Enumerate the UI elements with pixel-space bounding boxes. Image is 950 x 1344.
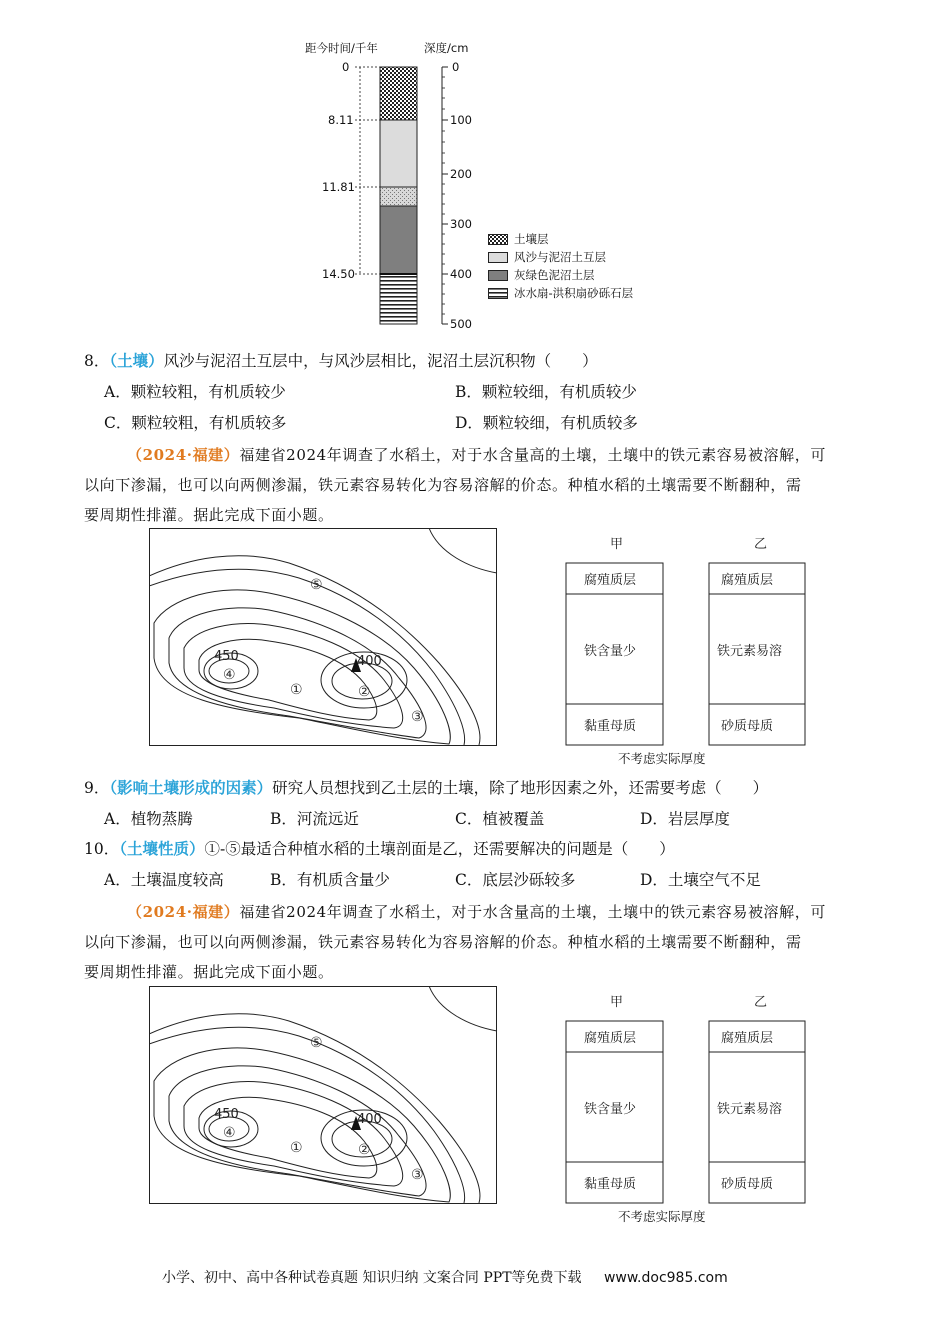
figure-group-2 bbox=[149, 986, 849, 1204]
time-tick: 14.50 bbox=[322, 267, 355, 281]
site-label-2: ② bbox=[358, 684, 371, 700]
elevation-label-450: 450 bbox=[214, 1107, 239, 1122]
yi-layer-iron: 铁元素易溶 bbox=[717, 644, 783, 659]
site-label-2: ② bbox=[358, 1142, 371, 1158]
column-legend bbox=[488, 230, 678, 302]
depth-tick: 500 bbox=[450, 317, 472, 331]
q10-option-d[interactable]: D．土壤空气不足 bbox=[640, 871, 761, 889]
q10-option-c[interactable]: C．底层沙砾较多 bbox=[455, 871, 576, 889]
profile-jia-title: 甲 bbox=[610, 995, 624, 1010]
depth-tick: 300 bbox=[450, 217, 472, 231]
site-label-3: ③ bbox=[411, 1167, 424, 1183]
soil-profiles bbox=[564, 528, 864, 748]
intro-paragraph-1: （2024·福建）福建省2024年调查了水稻土，对于水含量高的土壤，土壤中的铁元素容易被溶解，可 以向下渗漏，也可以向两侧渗漏，铁元素容易转化为容易溶解的价态。种植水稻的土壤需要不断翻种，需 要周期性排灌。据此完成下面小题。 bbox=[84, 446, 826, 524]
page-footer bbox=[162, 1267, 728, 1287]
contour-map bbox=[149, 986, 499, 1206]
time-tick: 0 bbox=[342, 60, 350, 74]
legend-item: 冰水扇-洪积扇砂砾石层 bbox=[488, 284, 678, 302]
depth-axis-title: 深度/cm bbox=[424, 41, 469, 55]
jia-layer-parent: 黏重母质 bbox=[584, 719, 637, 734]
profile-jia-title: 甲 bbox=[610, 537, 624, 552]
site-label-4: ④ bbox=[223, 1125, 236, 1141]
time-axis-title: 距今时间/千年 bbox=[305, 41, 378, 55]
time-tick: 8.11 bbox=[328, 113, 354, 127]
footer-site-link[interactable]: www.doc985.com bbox=[603, 1270, 728, 1286]
yi-layer-parent: 砂质母质 bbox=[721, 719, 774, 734]
gravel-band bbox=[380, 274, 417, 324]
q8-option-b[interactable]: B．颗粒较细，有机质较少 bbox=[455, 383, 637, 401]
question-8: 8．（土壤）风沙与泥沼土互层中，与风沙层相比，泥沼土层沉积物（ ） bbox=[84, 351, 598, 370]
question-9: 9．（影响土壤形成的因素）研究人员想找到乙土层的土壤，除了地形因素之外，还需要考虑（ ） bbox=[84, 778, 769, 797]
q10-option-a[interactable]: A．土壤温度较高 bbox=[104, 871, 224, 889]
legend-item: 灰绿色泥沼土层 bbox=[488, 266, 678, 284]
grey-green-peat-band bbox=[380, 206, 417, 274]
depth-tick: 0 bbox=[452, 60, 460, 74]
intro-paragraph-2: （2024·福建）福建省2024年调查了水稻土，对于水含量高的土壤，土壤中的铁元素容易被溶解，可 以向下渗漏，也可以向两侧渗漏，铁元素容易转化为容易溶解的价态。种植水稻的土壤需要不断翻种，需 要周期性排灌。据此完成下面小题。 bbox=[84, 903, 826, 981]
site-label-1: ① bbox=[290, 682, 303, 698]
jia-layer-iron: 铁含量少 bbox=[584, 644, 637, 659]
q9-option-b[interactable]: B．河流远近 bbox=[270, 810, 359, 828]
sand-peat-interbed-band bbox=[380, 120, 417, 187]
site-label-1: ① bbox=[290, 1140, 303, 1156]
q9-option-d[interactable]: D．岩层厚度 bbox=[640, 810, 730, 828]
jia-layer-iron: 铁含量少 bbox=[584, 1102, 637, 1117]
depth-tick: 200 bbox=[450, 167, 472, 181]
soil-profiles bbox=[564, 986, 864, 1206]
time-tick: 11.81 bbox=[322, 180, 355, 194]
elevation-label-400: 400 bbox=[357, 1112, 382, 1127]
depth-tick: 100 bbox=[450, 113, 472, 127]
site-label-5: ⑤ bbox=[310, 1035, 323, 1051]
profile-note: 不考虑实际厚度 bbox=[618, 751, 706, 766]
yi-layer-iron: 铁元素易溶 bbox=[717, 1102, 783, 1117]
q9-option-a[interactable]: A．植物蒸腾 bbox=[104, 810, 193, 828]
yi-layer-parent: 砂质母质 bbox=[721, 1177, 774, 1192]
jia-layer-parent: 黏重母质 bbox=[584, 1177, 637, 1192]
q8-option-d[interactable]: D．颗粒较细，有机质较多 bbox=[455, 414, 638, 432]
profile-yi-title: 乙 bbox=[754, 537, 768, 552]
site-label-5: ⑤ bbox=[310, 577, 323, 593]
elevation-label-450: 450 bbox=[214, 649, 239, 664]
question-10: 10．（土壤性质）①-⑤最适合种植水稻的土壤剖面是乙，还需要解决的问题是（ ） bbox=[84, 839, 675, 858]
jia-layer-humus: 腐殖质层 bbox=[584, 1031, 637, 1046]
q8-option-a[interactable]: A．颗粒较粗，有机质较少 bbox=[104, 383, 286, 401]
stratigraphic-column-figure bbox=[290, 36, 680, 336]
legend-item: 风沙与泥沼土互层 bbox=[488, 248, 678, 266]
profile-note: 不考虑实际厚度 bbox=[618, 1209, 706, 1224]
elevation-label-400: 400 bbox=[357, 654, 382, 669]
yi-layer-humus: 腐殖质层 bbox=[721, 1031, 774, 1046]
site-label-3: ③ bbox=[411, 709, 424, 725]
transition-band bbox=[380, 187, 417, 206]
contour-map bbox=[149, 528, 499, 748]
legend-item: 土壤层 bbox=[488, 230, 678, 248]
soil-layer-band bbox=[380, 67, 417, 120]
q8-option-c[interactable]: C．颗粒较粗，有机质较多 bbox=[104, 414, 287, 432]
footer-text: 小学、初中、高中各种试卷真题 知识归纳 文案合同 PPT等免费下载 bbox=[162, 1270, 582, 1286]
profile-yi-title: 乙 bbox=[754, 995, 768, 1010]
site-label-4: ④ bbox=[223, 667, 236, 683]
depth-tick: 400 bbox=[450, 267, 472, 281]
yi-layer-humus: 腐殖质层 bbox=[721, 573, 774, 588]
q10-option-b[interactable]: B．有机质含量少 bbox=[270, 871, 390, 889]
q9-option-c[interactable]: C．植被覆盖 bbox=[455, 810, 545, 828]
figure-group-1 bbox=[149, 528, 849, 746]
jia-layer-humus: 腐殖质层 bbox=[584, 573, 637, 588]
